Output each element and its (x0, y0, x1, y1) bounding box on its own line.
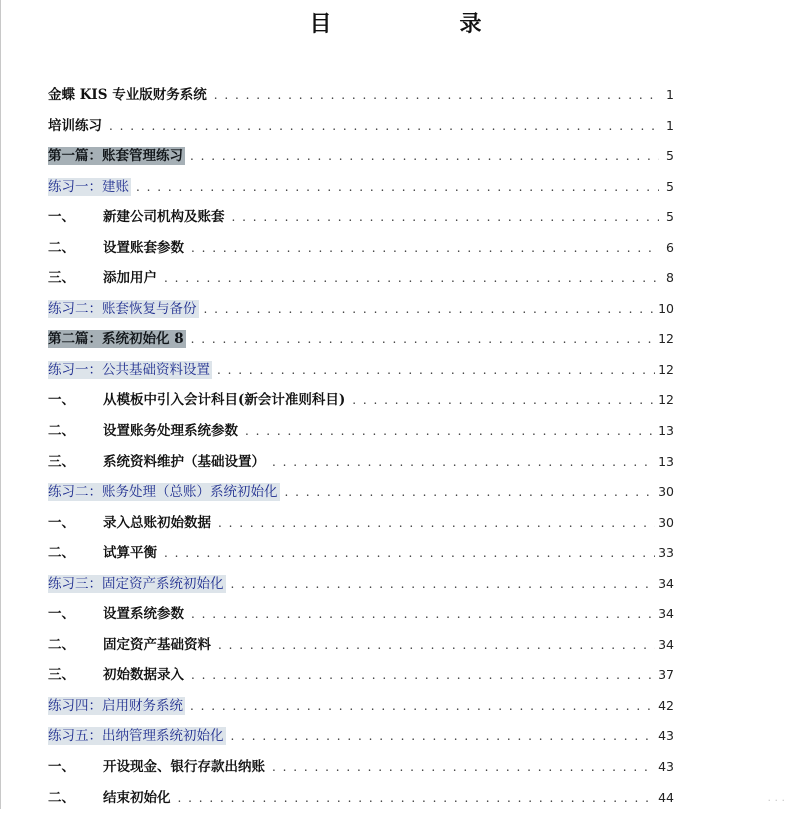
toc-dot-leader (218, 630, 655, 661)
toc-entry-text: 练习三：固定资产系统初始化 (48, 575, 224, 592)
toc-entry-text: 试算平衡 (103, 545, 157, 562)
toc-page-number: 13 (658, 453, 674, 469)
toc-page-number: 42 (658, 697, 674, 713)
toc-entry-label (48, 447, 269, 478)
toc-entry-label (48, 416, 242, 447)
toc-dot-leader (285, 477, 656, 508)
toc-entry-label (48, 263, 161, 294)
toc-dot-leader (232, 202, 660, 233)
toc-entry-label (48, 141, 187, 172)
toc-entry-label-text (48, 453, 267, 471)
toc-entry-number: 二、 (48, 545, 75, 562)
toc-entry[interactable] (48, 660, 674, 691)
toc-entry-label-text (48, 422, 240, 440)
toc-entry-text: 初始数据录入 (103, 667, 184, 684)
toc-page-number: 43 (658, 759, 674, 775)
toc-entry-text: 添加用户 (103, 270, 157, 287)
toc-entry-label-text (48, 147, 185, 165)
toc-entry[interactable] (48, 416, 674, 447)
toc-entry-label-text (48, 544, 159, 562)
toc-entry-label (48, 385, 349, 416)
toc-page-number: 12 (658, 361, 674, 377)
toc-entry-text: 设置账务处理系统参数 (103, 423, 238, 440)
toc-page-number: 34 (658, 606, 674, 622)
toc-entry-number: 三、 (48, 453, 75, 470)
toc-entry-label-text (48, 727, 226, 745)
toc-dot-leader (178, 783, 656, 813)
toc-entry[interactable] (48, 569, 674, 600)
toc-dot-leader (191, 324, 656, 355)
toc-dot-leader (217, 355, 655, 386)
toc-page-number: 6 (666, 239, 674, 255)
toc-entry-number: 一、 (48, 606, 75, 623)
table-of-contents (48, 80, 674, 813)
toc-entry-text: 第二篇：系统初始化 8 (48, 331, 184, 348)
toc-dot-leader (214, 80, 659, 111)
toc-entry[interactable] (48, 477, 674, 508)
toc-page-number: 30 (658, 484, 674, 500)
toc-entry[interactable] (48, 783, 674, 813)
toc-dot-leader (231, 569, 656, 600)
toc-entry-number: 二、 (48, 423, 75, 440)
toc-entry-text: 练习二：账务处理（总账）系统初始化 (48, 484, 278, 501)
toc-entry[interactable] (48, 202, 674, 233)
toc-entry-label-text (48, 575, 226, 593)
toc-dot-leader (204, 294, 656, 325)
toc-page-number: 37 (658, 667, 674, 683)
toc-dot-leader (136, 172, 659, 203)
toc-entry-text: 录入总账初始数据 (103, 514, 211, 531)
toc-entry-label-text (48, 697, 185, 715)
toc-page-number: 12 (658, 331, 674, 347)
toc-entry-text: 练习一：公共基础资料设置 (48, 361, 210, 378)
toc-dot-leader (191, 660, 655, 691)
toc-entry[interactable] (48, 447, 674, 478)
toc-entry-label (48, 721, 228, 752)
toc-entry-label (48, 660, 188, 691)
toc-dot-leader (191, 233, 659, 264)
toc-entry[interactable] (48, 752, 674, 783)
toc-entry-label-text (48, 605, 186, 623)
toc-page-number: 44 (658, 789, 674, 805)
toc-entry[interactable] (48, 538, 674, 569)
toc-entry-label-text (48, 86, 209, 104)
toc-entry-label (48, 111, 106, 142)
toc-entry-text: 开设现金、银行存款出纳账 (103, 759, 265, 776)
toc-entry-label (48, 202, 229, 233)
toc-entry-label-text (48, 514, 213, 532)
page-left-edge (0, 0, 1, 809)
toc-entry-label (48, 508, 215, 539)
toc-page-number: 10 (658, 300, 674, 316)
toc-page-number: 5 (666, 148, 674, 164)
toc-entry-number: 三、 (48, 270, 75, 287)
toc-dot-leader (190, 691, 655, 722)
toc-entry[interactable] (48, 630, 674, 661)
toc-page-number: 13 (658, 423, 674, 439)
toc-entry[interactable] (48, 508, 674, 539)
toc-dot-leader (245, 416, 655, 447)
toc-entry[interactable] (48, 141, 674, 172)
toc-entry-label (48, 752, 269, 783)
toc-entry-label (48, 630, 215, 661)
toc-dot-leader (191, 599, 655, 630)
toc-entry[interactable] (48, 294, 674, 325)
toc-entry-text: 结束初始化 (103, 789, 171, 806)
toc-entry-number: 一、 (48, 392, 75, 409)
toc-entry[interactable] (48, 385, 674, 416)
toc-page-number: 5 (666, 209, 674, 225)
toc-entry-text: 练习四：启用财务系统 (48, 697, 183, 714)
toc-entry[interactable] (48, 172, 674, 203)
toc-entry[interactable] (48, 355, 674, 386)
toc-page-number: 8 (666, 270, 674, 286)
toc-dot-leader (218, 508, 655, 539)
toc-entry[interactable] (48, 80, 674, 111)
toc-entry-label (48, 538, 161, 569)
toc-entry-text: 培训练习 (48, 117, 102, 134)
toc-page-number: 34 (658, 575, 674, 591)
toc-entry[interactable] (48, 599, 674, 630)
toc-entry-number: 一、 (48, 209, 75, 226)
toc-entry-text: 固定资产基础资料 (103, 636, 211, 653)
toc-dot-leader (164, 263, 659, 294)
toc-entry-label (48, 569, 228, 600)
toc-page-number: 5 (666, 178, 674, 194)
toc-entry[interactable] (48, 691, 674, 722)
toc-entry-label-text (48, 117, 104, 135)
toc-dot-leader (164, 538, 655, 569)
toc-entry-label-text (48, 178, 131, 196)
toc-entry-label-text (48, 666, 186, 684)
toc-entry-number: 一、 (48, 514, 75, 531)
toc-entry-number: 二、 (48, 239, 75, 256)
toc-page-number: 34 (658, 636, 674, 652)
toc-entry-text: 设置账套参数 (103, 239, 184, 256)
toc-dot-leader (109, 111, 659, 142)
toc-entry[interactable] (48, 721, 674, 752)
toc-entry-number: 二、 (48, 636, 75, 653)
toc-entry-text: 练习二：账套恢复与备份 (48, 300, 197, 317)
toc-entry-number: 一、 (48, 759, 75, 776)
toc-entry-label (48, 477, 282, 508)
toc-page-number: 12 (658, 392, 674, 408)
toc-entry-text: 第一篇：账套管理练习 (48, 148, 183, 165)
toc-entry[interactable] (48, 263, 674, 294)
toc-entry-label (48, 691, 187, 722)
toc-entry[interactable] (48, 324, 674, 355)
toc-entry-label-text (48, 330, 186, 348)
toc-entry-label (48, 294, 201, 325)
toc-entry-text: 设置系统参数 (103, 606, 184, 623)
toc-page-number: 30 (658, 514, 674, 530)
toc-entry-label (48, 783, 175, 813)
toc-entry-number: 二、 (48, 789, 75, 806)
toc-entry-label-text (48, 391, 347, 409)
toc-entry-text: 系统资料维护（基础设置） (103, 453, 265, 470)
toc-entry-text: 新建公司机构及账套 (103, 209, 225, 226)
toc-entry-label-text (48, 300, 199, 318)
toc-entry-label (48, 233, 188, 264)
toc-entry-label (48, 599, 188, 630)
toc-entry[interactable] (48, 233, 674, 264)
toc-page-number: 1 (666, 87, 674, 102)
toc-entry-label (48, 355, 214, 386)
toc-dot-leader (190, 141, 659, 172)
toc-dot-leader (272, 447, 655, 478)
toc-page-number: 43 (658, 728, 674, 744)
toc-entry-label-text (48, 789, 173, 807)
toc-entry-number: 三、 (48, 667, 75, 684)
toc-entry-text: 练习五：出纳管理系统初始化 (48, 728, 224, 745)
toc-entry-text: 金蝶 KIS 专业版财务系统 (48, 87, 207, 103)
watermark: · · · (767, 794, 785, 807)
toc-entry-label-text (48, 758, 267, 776)
toc-entry-label-text (48, 208, 227, 226)
toc-entry-label-text (48, 239, 186, 257)
toc-entry-label-text (48, 361, 212, 379)
page-title: 目 录 (309, 12, 510, 37)
toc-entry-label-text (48, 483, 280, 501)
toc-dot-leader (272, 752, 655, 783)
toc-entry-label (48, 172, 133, 203)
toc-dot-leader (352, 385, 655, 416)
toc-page-number: 1 (666, 117, 674, 133)
toc-entry[interactable] (48, 111, 674, 142)
toc-entry-text: 从模板中引入会计科目(新会计准则科目) (103, 392, 346, 409)
toc-page-number: 33 (658, 545, 674, 561)
toc-dot-leader (231, 721, 656, 752)
toc-entry-text: 练习一：建账 (48, 178, 129, 195)
toc-entry-label-text (48, 269, 159, 287)
toc-entry-label-text (48, 636, 213, 654)
toc-entry-label (48, 324, 188, 355)
toc-entry-label (48, 80, 211, 111)
